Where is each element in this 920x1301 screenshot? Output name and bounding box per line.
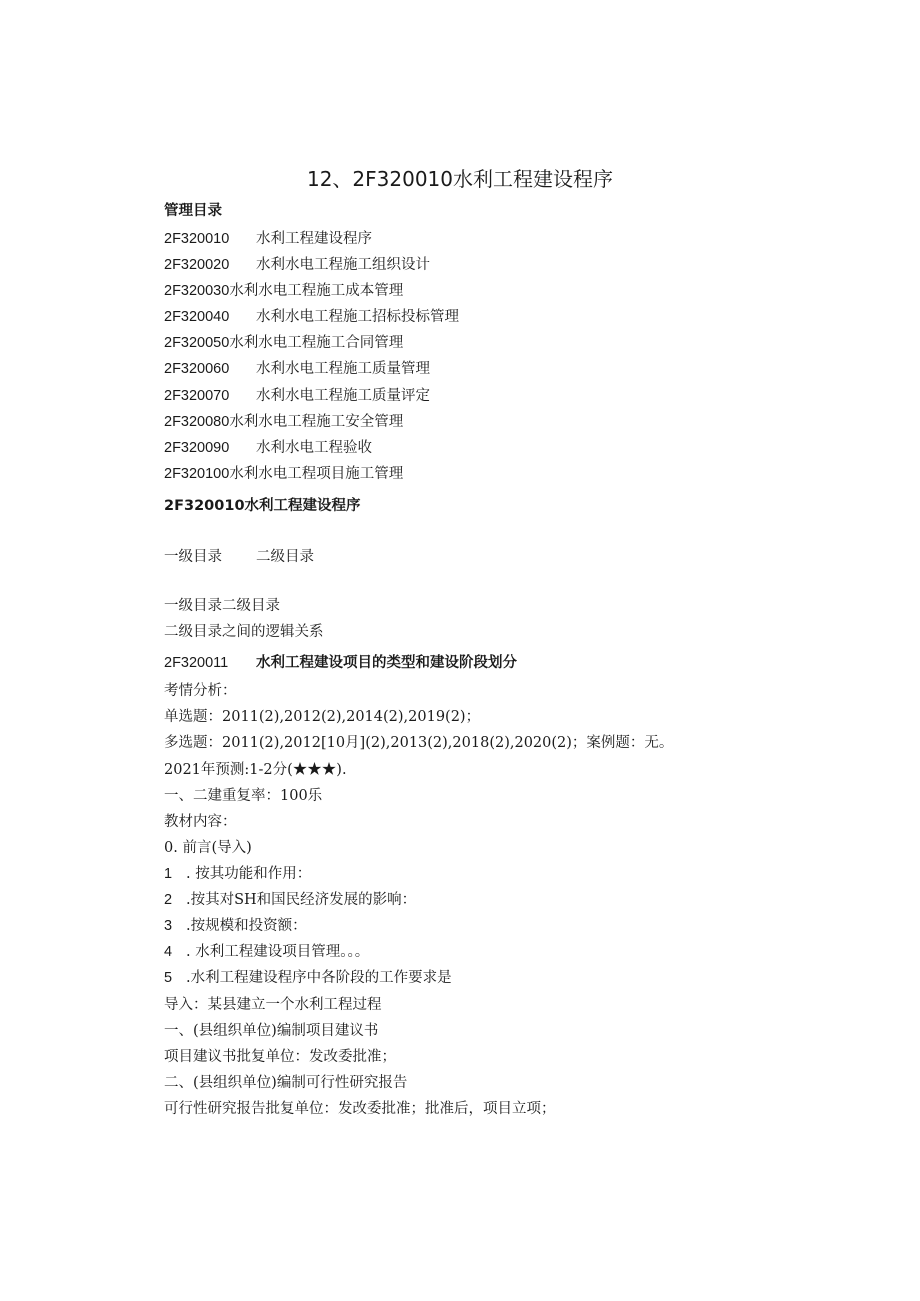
toc-item-text: 水利水电工程项目施工管理 bbox=[229, 466, 404, 482]
list-item bbox=[164, 890, 416, 910]
toc-item-code: 2F320090 bbox=[164, 440, 230, 456]
analysis-single: 单选题：2011(2),2012(2),2014(2),2019(2)； bbox=[164, 709, 481, 725]
list-item-number: 2 bbox=[164, 892, 173, 908]
list-item-number: 4 bbox=[164, 944, 173, 960]
toc-item bbox=[164, 229, 372, 249]
intro-line: 导入：某县建立一个水利工程过程 bbox=[164, 997, 382, 1013]
section-heading: 2F320010水利工程建设程序 bbox=[164, 498, 361, 514]
step-line: 项目建议书批复单位：发改委批准； bbox=[164, 1049, 396, 1065]
subsection-heading bbox=[164, 653, 517, 673]
toc-item bbox=[164, 333, 403, 353]
toc-item bbox=[164, 307, 459, 327]
list-item-text: .水利工程建设程序中各阶段的工作要求是 bbox=[186, 970, 452, 986]
list-item-number: 5 bbox=[164, 970, 173, 986]
list-item bbox=[164, 864, 311, 884]
toc-item-code: 2F320010 bbox=[164, 231, 230, 247]
toc-item-text: 水利水电工程施工招标投标管理 bbox=[256, 309, 459, 325]
toc-item bbox=[164, 438, 372, 458]
list-item-number: 1 bbox=[164, 866, 173, 882]
list-item-text: .按其对SH和国民经济发展的影响： bbox=[186, 892, 417, 908]
toc-item-code: 2F320070 bbox=[164, 388, 230, 404]
toc-item-text: 水利水电工程施工组织设计 bbox=[256, 257, 430, 273]
relation-line: 二级目录之间的逻辑关系 bbox=[164, 624, 324, 640]
content-heading: 教材内容： bbox=[164, 814, 237, 830]
analysis-repeat: 一、二建重复率：100乐 bbox=[164, 788, 323, 804]
document-title: 12、2F320010水利工程建设程序 bbox=[306, 167, 614, 191]
toc-item-text: 水利水电工程验收 bbox=[256, 440, 372, 456]
level2-label: 二级目录 bbox=[256, 549, 314, 565]
analysis-multi: 多选题：2011(2),2012[10月](2),2013(2),2018(2),2020(2)；案例题：无。 bbox=[164, 735, 674, 751]
toc-item bbox=[164, 386, 430, 406]
list-item-text: . 按其功能和作用： bbox=[186, 866, 312, 882]
toc-item-code: 2F320050 bbox=[164, 335, 230, 351]
toc-item-code: 2F320060 bbox=[164, 361, 230, 377]
step-line: 二、(县组织单位)编制可行性研究报告 bbox=[164, 1075, 408, 1091]
toc-item bbox=[164, 281, 403, 301]
toc-item-code: 2F320020 bbox=[164, 257, 230, 273]
list-item-text: . 水利工程建设项目管理。。。 bbox=[186, 944, 370, 960]
analysis-forecast: 2021年预测:1-2分(★★★). bbox=[164, 762, 347, 778]
step-line: 可行性研究报告批复单位：发改委批准；批准后，项目立项； bbox=[164, 1101, 556, 1117]
toc-heading: 管理目录 bbox=[164, 203, 222, 219]
levels-line: 一级目录二级目录 bbox=[164, 598, 280, 614]
list-item-text: .按规模和投资额： bbox=[186, 918, 307, 934]
list-item bbox=[164, 942, 369, 962]
toc-item-code: 2F320040 bbox=[164, 309, 230, 325]
subsection-code: 2F320011 bbox=[164, 655, 229, 671]
level1-label: 一级目录 bbox=[164, 549, 222, 565]
toc-item-text: 水利工程建设程序 bbox=[256, 231, 372, 247]
toc-item bbox=[164, 464, 403, 484]
toc-item-code: 2F320100 bbox=[164, 466, 230, 482]
level-labels bbox=[164, 547, 314, 567]
toc-item-code: 2F320030 bbox=[164, 283, 230, 299]
analysis-heading: 考情分析： bbox=[164, 683, 237, 699]
toc-item-text: 水利水电工程施工安全管理 bbox=[229, 414, 404, 430]
list-item bbox=[164, 968, 452, 988]
list-item bbox=[164, 916, 307, 936]
toc-item bbox=[164, 255, 430, 275]
toc-item-text: 水利水电工程施工合同管理 bbox=[229, 335, 404, 351]
toc-item-text: 水利水电工程施工质量管理 bbox=[256, 361, 430, 377]
preface-line: 0. 前言(导入) bbox=[164, 840, 252, 856]
toc-item bbox=[164, 412, 403, 432]
toc-item-text: 水利水电工程施工质量评定 bbox=[256, 388, 430, 404]
step-line: 一、(县组织单位)编制项目建议书 bbox=[164, 1023, 379, 1039]
toc-item bbox=[164, 359, 430, 379]
subsection-text: 水利工程建设项目的类型和建设阶段划分 bbox=[256, 655, 517, 671]
toc-item-text: 水利水电工程施工成本管理 bbox=[229, 283, 404, 299]
list-item-number: 3 bbox=[164, 918, 173, 934]
toc-item-code: 2F320080 bbox=[164, 414, 230, 430]
